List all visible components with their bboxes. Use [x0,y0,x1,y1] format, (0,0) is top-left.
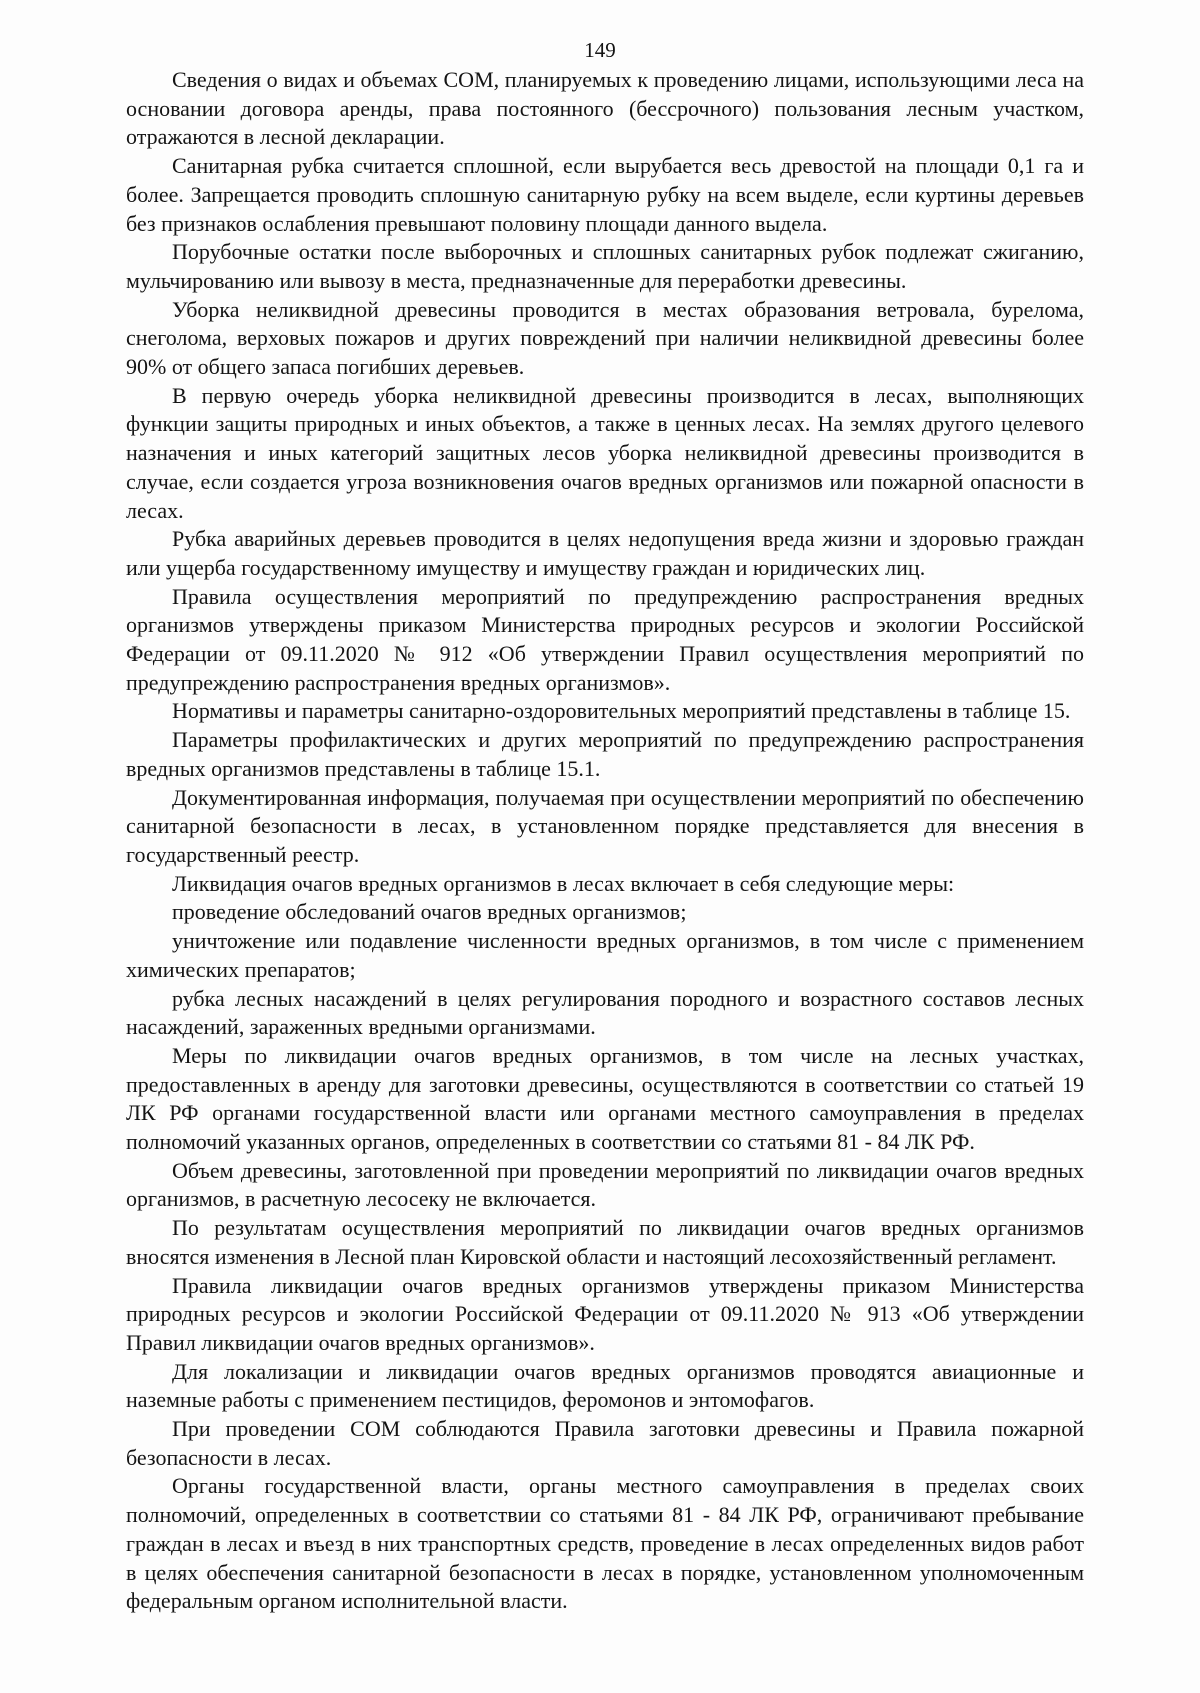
paragraph-state-register: Документированная информация, получаемая при осуществлении мероприятий по обеспечению санитарной безопасности в лесах, в установленном порядке представляется для внесения в государственный реестр. [126,784,1084,867]
paragraph-access-restrictions: Органы государственной власти, органы местного самоуправления в пределах своих полномочий, определенных в соответствии со статьями 81 - 84 ЛК РФ, ограничивают пребывание граждан в лесах и въезд в них транспортных средств, проведение в лесах определенных видов работ в целях обеспечения санитарной безопасности в лесах в порядке, установленном уполномоченным федеральным органом исполнительной власти. [126,1473,1084,1614]
list-item-suppression: уничтожение или подавление численности вредных организмов, в том числе с применением химических препаратов; [126,928,1084,982]
paragraph-prevention-rules: Правила осуществления мероприятий по предупреждению распространения вредных организмов утверждены приказом Министерства природных ресурсов и экологии Российской Федерации от 09.11.2020 № 912 «Об утверждении Правил осуществления мероприятий по предупреждению распространения вредных организмов». [126,583,1084,695]
paragraph-logging-residues: Порубочные остатки после выборочных и сплошных санитарных рубок подлежат сжиганию, мульчированию или вывозу в места, предназначенные для переработки древесины. [126,239,1084,293]
paragraph-wood-volume: Объем древесины, заготовленной при проведении мероприятий по ликвидации очагов вредных организмов, в расчетную лесосеку не включается. [126,1157,1084,1212]
page-number: 149 [584,38,616,62]
paragraph-measures-authority: Меры по ликвидации очагов вредных организмов, в том числе на лесных участках, предоставленных в аренду для заготовки древесины, осуществляются в соответствии со статьей 19 ЛК РФ органами государственной власти или органами местного самоуправления в пределах полномочий указанных органов, определенных в соответствии со статьями 81 - 84 ЛК РФ. [126,1042,1084,1155]
paragraph-som-declaration: Сведения о видах и объемах СОМ, планируемых к проведению лицами, использующими леса на основании договора аренды, права постоянного (бессрочного) пользования лесным участком, отражаются в лесной декларации. [126,67,1084,150]
paragraph-aerial-ground-works: Для локализации и ликвидации очагов вредных организмов проводятся авиационные и наземные работы с применением пестицидов, феромонов и энтомофагов. [126,1358,1084,1413]
paragraph-params-table-15-1: Параметры профилактических и других мероприятий по предупреждению распространения вредных организмов представлены в таблице 15.1. [126,727,1084,781]
paragraph-outbreak-measures: Ликвидация очагов вредных организмов в лесах включает в себя следующие меры: [172,870,955,896]
paragraph-cleanup-priority: В первую очередь уборка неликвидной древесины производится в лесах, выполняющих функции защиты природных и иных объектов, а также в ценных лесах. На землях другого целевого назначения и иных категорий защитных лесов уборка неликвидной древесины производится в случае, если создается угроза возникновения очагов вредных организмов или пожарной опасности в лесах. [126,382,1084,523]
document-body [126,66,1084,1616]
paragraph-hazard-trees: Рубка аварийных деревьев проводится в целях недопущения вреда жизни и здоровью граждан или ущерба государственному имуществу и имуществу граждан и юридических лиц. [126,526,1084,580]
paragraph-illiquid-wood-cleanup: Уборка неликвидной древесины проводится в местах образования ветровала, бурелома, снеголома, верховых пожаров и других повреждений при наличии неликвидной древесины более 90% от общего запаса погибших деревьев. [126,296,1084,380]
paragraph-elimination-rules: Правила ликвидации очагов вредных организмов утверждены приказом Министерства природных ресурсов и экологии Российской Федерации от 09.11.2020 № 913 «Об утверждении Правил ликвидации очагов вредных организмов». [126,1272,1084,1355]
list-item-surveys: проведение обследований очагов вредных организмов; [172,899,687,925]
paragraph-norms-table-15: Нормативы и параметры санитарно-оздоровительных мероприятий представлены в таблице 15. [172,698,1071,724]
paragraph-sanitary-clear-cut: Санитарная рубка считается сплошной, если вырубается весь древостой на площади 0,1 га и более. Запрещается проводить сплошную санитарную рубку на всем выделе, если куртины деревьев без признаков ослабления превышают половину площади данного выдела. [126,153,1084,236]
paragraph-harvest-fire-rules: При проведении СОМ соблюдаются Правила заготовки древесины и Правила пожарной безопасности в лесах. [126,1416,1084,1470]
paragraph-forest-plan-changes: По результатам осуществления мероприятий по ликвидации очагов вредных организмов вносятся изменения в Лесной план Кировской области и настоящий лесохозяйственный регламент. [126,1215,1084,1269]
list-item-stand-felling: рубка лесных насаждений в целях регулирования породного и возрастного составов лесных насаждений, зараженных вредными организмами. [126,985,1084,1040]
